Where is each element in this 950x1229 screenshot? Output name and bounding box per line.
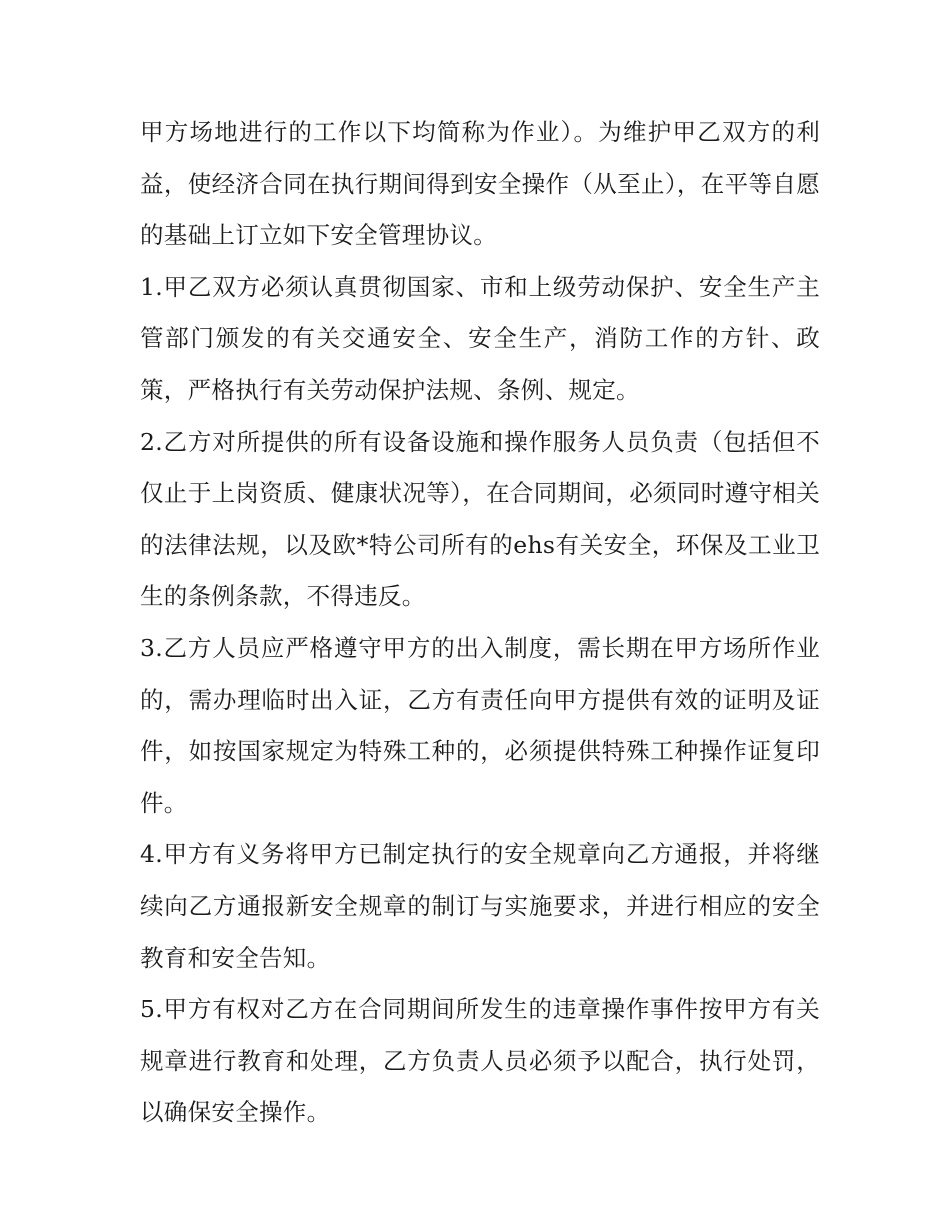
paragraph-clause-4: 4.甲方有义务将甲方已制定执行的安全规章向乙方通报，并将继续向乙方通报新安全规章的制订与实施要求，并进行相应的安全教育和安全告知。 <box>140 840 820 972</box>
paragraph-clause-2: 2.乙方对所提供的所有设备设施和操作服务人员负责（包括但不仅止于上岗资质、健康状况等），在合同期间，必须同时遵守相关的法律法规，以及欧*特公司所有的ehs有关安全，环保及工业卫生的条例条款，不得违反。 <box>140 427 820 611</box>
document-body <box>140 107 820 1139</box>
paragraph-clause-5: 5.甲方有权对乙方在合同期间所发生的违章操作事件按甲方有关规章进行教育和处理，乙方负责人员必须予以配合，执行处罚，以确保安全操作。 <box>140 995 820 1127</box>
paragraph-clause-1: 1.甲乙双方必须认真贯彻国家、市和上级劳动保护、安全生产主管部门颁发的有关交通安全、安全生产，消防工作的方针、政策，严格执行有关劳动保护法规、条例、规定。 <box>140 272 820 404</box>
paragraph-clause-3: 3.乙方人员应严格遵守甲方的出入制度，需长期在甲方场所作业的，需办理临时出入证，乙方有责任向甲方提供有效的证明及证件，如按国家规定为特殊工种的，必须提供特殊工种操作证复印件。 <box>140 633 820 817</box>
paragraph-intro: 甲方场地进行的工作以下均简称为作业）。为维护甲乙双方的利益，使经济合同在执行期间得到安全操作（从至止），在平等自愿的基础上订立如下安全管理协议。 <box>140 118 820 250</box>
